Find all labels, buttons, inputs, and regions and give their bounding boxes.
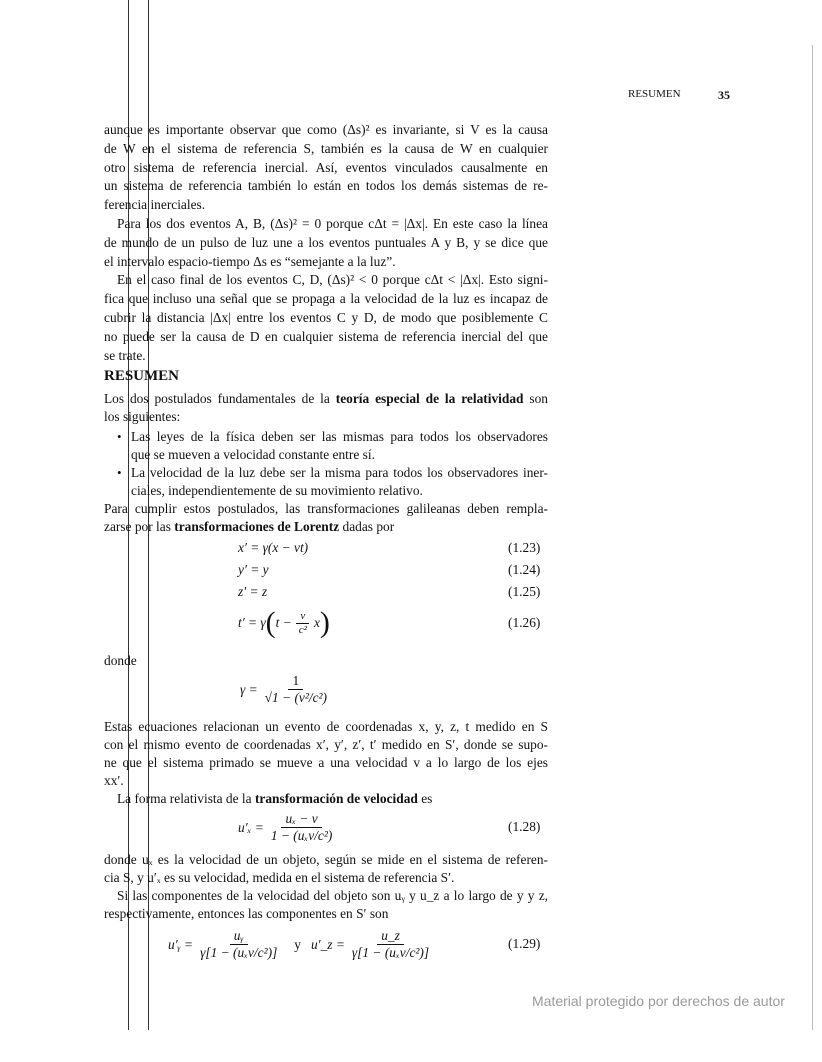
- equation-number: (1.26): [508, 615, 541, 630]
- text-line: de mundo de un pulso de luz une a los eventos puntuales A y B, y se dice que: [104, 234, 548, 250]
- text-line: cia S, y u′ₓ es su velocidad, medida en el sistema de referencia S′.: [104, 870, 455, 885]
- section-heading: RESUMEN: [104, 368, 180, 384]
- text-line: Si las componentes de la velocidad del objeto son uᵧ y u_z a lo largo de y y z,: [117, 888, 548, 903]
- equation-number: (1.25): [508, 584, 541, 599]
- bullet-line: ciales, independientemente de su movimiento relativo.: [131, 483, 423, 498]
- text-line: donde uₓ es la velocidad de un objeto, según se mide en el sistema de referen-: [104, 852, 548, 867]
- bullet-line: Las leyes de la física deben ser las mismas para todos los observadores: [131, 429, 548, 444]
- equation-number: (1.23): [508, 540, 541, 555]
- text-line: Para los dos eventos A, B, (Δs)² = 0 porque cΔt = |Δx|. En este caso la línea: [117, 216, 548, 231]
- page-edge-line: [812, 45, 813, 1030]
- equation-number: (1.29): [508, 936, 541, 951]
- text-line: zarse por las transformaciones de Lorentz dadas por: [104, 519, 395, 534]
- text-line: xx′.: [104, 773, 124, 788]
- text-line: de W en el sistema de referencia S, también es la causa de W en cualquier: [104, 140, 548, 156]
- text-line: Para cumplir estos postulados, las transformaciones galileanas deben rempla-: [104, 501, 548, 516]
- text-line: ferencia inerciales.: [104, 197, 206, 213]
- equation-number: (1.24): [508, 562, 541, 577]
- text-line: un sistema de referencia también lo están en todos los demás sistemas de re-: [104, 178, 548, 194]
- bullet-icon: •: [117, 429, 122, 444]
- text-line: con el mismo evento de coordenadas x′, y′, z′, t′ medido en S′, donde se supo-: [104, 737, 548, 752]
- equation-1-29: u′ᵧ = $\frac{\text{uᵧ}}{\text{γ[1 − (uₓv/c²)]}}$ y u′_z = $\frac{u\_z}{\text{γ[1 − (uₓv/c²)]}}$: [168, 928, 430, 960]
- text-line: no puede ser la causa de D en cualquier sistema de referencia inercial del que: [104, 328, 548, 344]
- equation-gamma: γ = $\frac{1}{\text{√1 − (v²/c²)}}$: [240, 673, 328, 705]
- text-line: el intervalo espacio-tiempo Δs es “semejante a la luz”.: [104, 253, 396, 269]
- text-line: cubrir la distancia |Δx| entre los eventos C y D, de modo que posiblemente C: [104, 310, 548, 325]
- bullet-line: La velocidad de la luz debe ser la misma para todos los observadores iner-: [131, 465, 548, 480]
- text-line: se trate.: [104, 347, 146, 363]
- text-line: fica que incluso una señal que se propaga a la velocidad de la luz es incapaz de: [104, 291, 548, 307]
- running-header: RESUMEN: [628, 88, 681, 100]
- equation-1-23: x′ = γ(x − vt): [238, 540, 309, 555]
- text-line: donde: [104, 653, 137, 668]
- bullet-icon: •: [117, 465, 122, 480]
- equation-1-25: z′ = z: [238, 584, 268, 599]
- text-line: La forma relativista de la transformación de velocidad es: [117, 791, 433, 806]
- text-line: Los dos postulados fundamentales de la teoría especial de la relatividad son: [104, 391, 548, 406]
- equation-number: (1.28): [508, 819, 541, 834]
- text-line: ne que el sistema primado se mueve a una velocidad v a lo largo de los ejes: [104, 755, 548, 770]
- copyright-watermark: Material protegido por derechos de autor: [532, 993, 785, 1009]
- text-line: los siguientes:: [104, 409, 181, 424]
- equation-1-26: t′ = γ ( t − $\frac{v}{\text{c²}}$ x ): [238, 606, 330, 639]
- text-line: otro sistema de referencia inercial. Así, eventos vinculados causalmente en: [104, 159, 548, 175]
- text-line: En el caso final de los eventos C, D, (Δs)² < 0 porque cΔt < |Δx|. Esto signi-: [117, 272, 548, 288]
- bullet-line: que se mueven a velocidad constante entre sí.: [131, 447, 375, 462]
- text-line: aunque es importante observar que como (Δs)² es invariante, si V es la causa: [104, 122, 548, 137]
- equation-1-24: y′ = y: [238, 562, 269, 577]
- equation-1-28: u′ₓ = $\frac{\text{uₓ − v}}{\text{1 − (uₓv/c²)}}$: [238, 811, 333, 843]
- page-number: 35: [718, 88, 730, 102]
- text-line: Estas ecuaciones relacionan un evento de coordenadas x, y, z, t medido en S: [104, 719, 548, 734]
- text-line: respectivamente, entonces las componentes en S′ son: [104, 906, 389, 921]
